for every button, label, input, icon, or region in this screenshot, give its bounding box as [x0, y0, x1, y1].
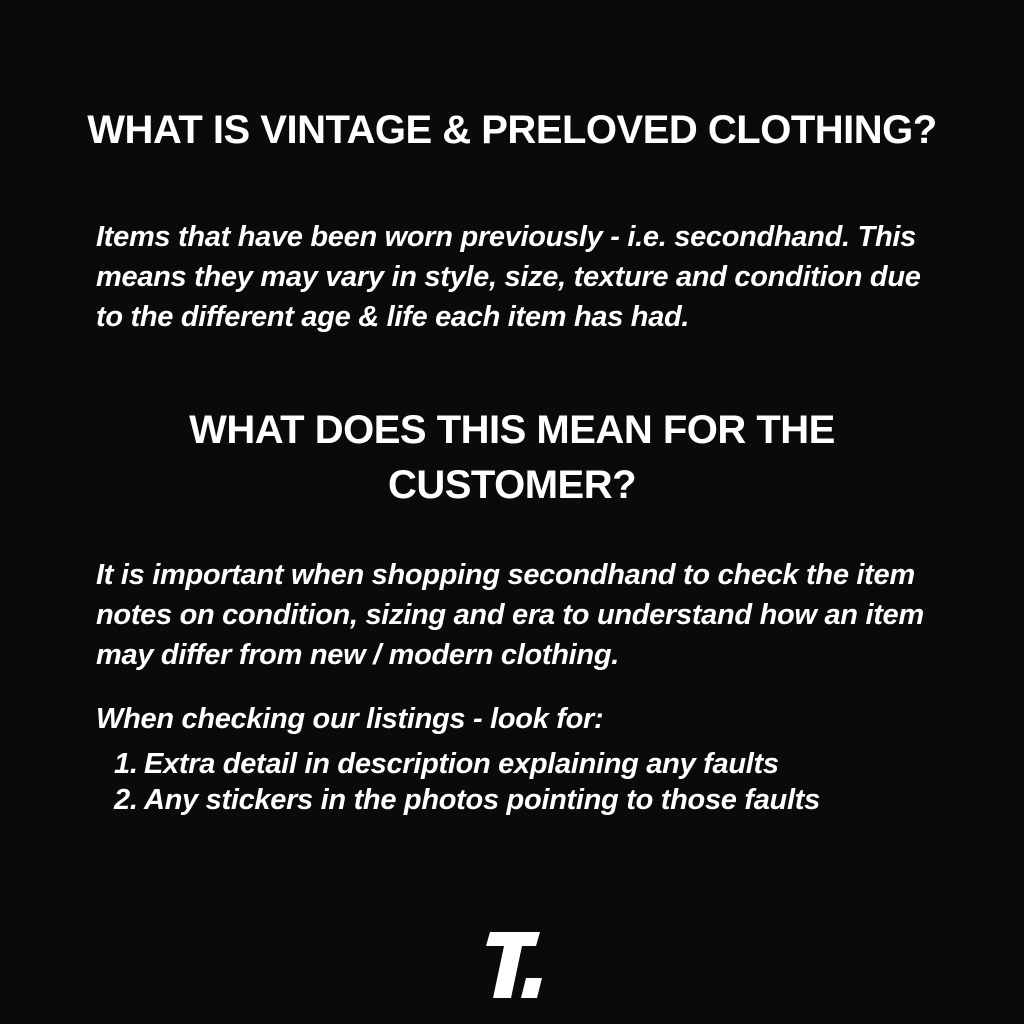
paragraph-line: It is important when shopping secondhand to check the item: [96, 559, 915, 591]
list-item-text: Any stickers in the photos pointing to those faults: [144, 784, 820, 816]
brand-logo-t-icon: [476, 932, 548, 998]
brand-logo-text: [476, 998, 477, 999]
list-item-number: 1.: [114, 748, 138, 780]
main-heading-text: WHAT IS VINTAGE & PRELOVED CLOTHING?: [87, 107, 937, 152]
secondary-heading-line: CUSTOMER?: [387, 463, 637, 508]
list-item-number: 2.: [114, 784, 138, 816]
listings-note: [96, 699, 954, 739]
paragraph-line: means they may vary in style, size, texture and condition due: [96, 261, 921, 293]
list-item: [114, 746, 820, 782]
intro-paragraph: [96, 217, 954, 337]
listings-note-text: When checking our listings - look for:: [96, 703, 604, 735]
paragraph-line: may differ from new / modern clothing.: [96, 639, 620, 671]
paragraph-line: to the different age & life each item has had.: [96, 301, 690, 333]
secondary-heading-line: WHAT DOES THIS MEAN FOR THE: [189, 408, 835, 453]
customer-paragraph: [96, 555, 954, 675]
secondary-heading: [0, 403, 1024, 513]
paragraph-line: notes on condition, sizing and era to understand how an item: [96, 599, 924, 631]
main-heading: [0, 103, 1024, 158]
faults-list: [114, 746, 820, 818]
list-item-text: Extra detail in description explaining any faults: [144, 748, 779, 780]
paragraph-line: Items that have been worn previously - i.e. secondhand. This: [96, 221, 916, 253]
brand-logo-t: [476, 932, 548, 998]
list-item: [114, 782, 820, 818]
